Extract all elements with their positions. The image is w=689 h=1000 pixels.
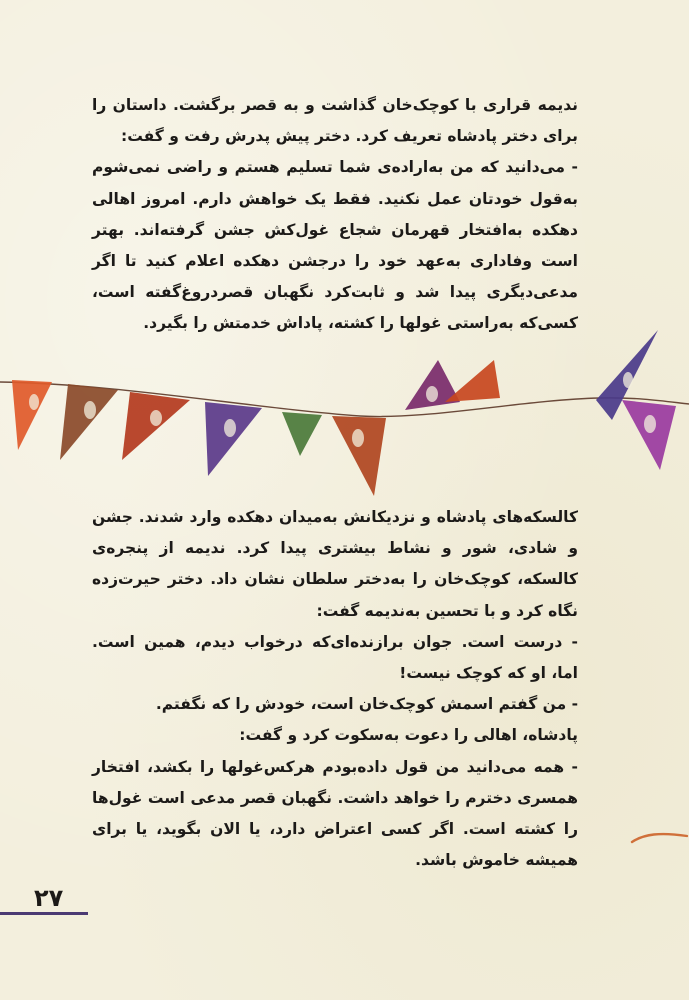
flag [12, 380, 52, 450]
paragraph: کالسکه‌های پادشاه و نزدیکانش به‌میدان دهکده وارد شدند. جشن و شادی، شور و نشاط بیشتری پیدا کرد. ندیمه از پنجره‌ی کالسکه، کوچک‌خان را به‌دختر سلطان نشان داد. دختر حیرت‌زده نگاه کرد و با تحسین به‌ندیمه گفت: [92, 508, 578, 620]
bottom-text-block [92, 502, 578, 876]
paragraph: پادشاه، اهالی را دعوت به‌سکوت کرد و گفت: [239, 726, 578, 745]
flag [445, 360, 500, 402]
paragraph: - من گفتم اسمش کوچک‌خان است، خودش را که نگفتم. [155, 695, 578, 714]
decorative-brush-stroke [630, 828, 689, 848]
paragraph: - می‌دانید که من به‌اراده‌ی شما تسلیم هستم و راضی نمی‌شوم به‌قول خودتان عمل نکنید. فقط یک خواهش دارم. امروز اهالی دهکده به‌افتخار قهرمان شجاع غول‌کش جشن گرفته‌اند. بهتر است وفاداری به‌عهد خود را درجشن دهکده اعلام کنید تا اگر مدعی‌دیگری پیدا شد و ثابت‌کرد نگهبان قصردروغ‌گفته است، کسی‌که به‌راستی غولها را کشته، پاداش خدمتش را بگیرد. [92, 158, 578, 333]
flag [282, 412, 322, 456]
page-number: ۲۷ [34, 884, 64, 912]
top-text-block [92, 90, 578, 340]
flag [622, 400, 676, 470]
flag [60, 384, 118, 460]
flag [405, 360, 460, 410]
paragraph: - همه می‌دانید من قول داده‌بودم هرکس‌غولها را بکشد، افتخار همسری دخترم را خواهد داشت. نگهبان قصر مدعی است غول‌ها را کشته است. اگر کسی اعتراض دارد، یا الان بگوید، یا برای همیشه خاموش باشد. [92, 757, 578, 870]
page-number-rule [0, 912, 88, 915]
flag [332, 416, 386, 496]
bunting-illustration [0, 320, 689, 510]
bunting-flags [12, 330, 676, 496]
paragraph: - درست است. جوان برازنده‌ای‌که درخواب دیدم، همین است. اما، او که کوچک نیست! [92, 632, 578, 683]
paragraph: ندیمه قراری با کوچک‌خان گذاشت و به قصر برگشت. داستان را برای دختر پادشاه تعریف کرد. دختر پیش پدرش رفت و گفت: [92, 96, 578, 146]
flag [205, 402, 262, 476]
